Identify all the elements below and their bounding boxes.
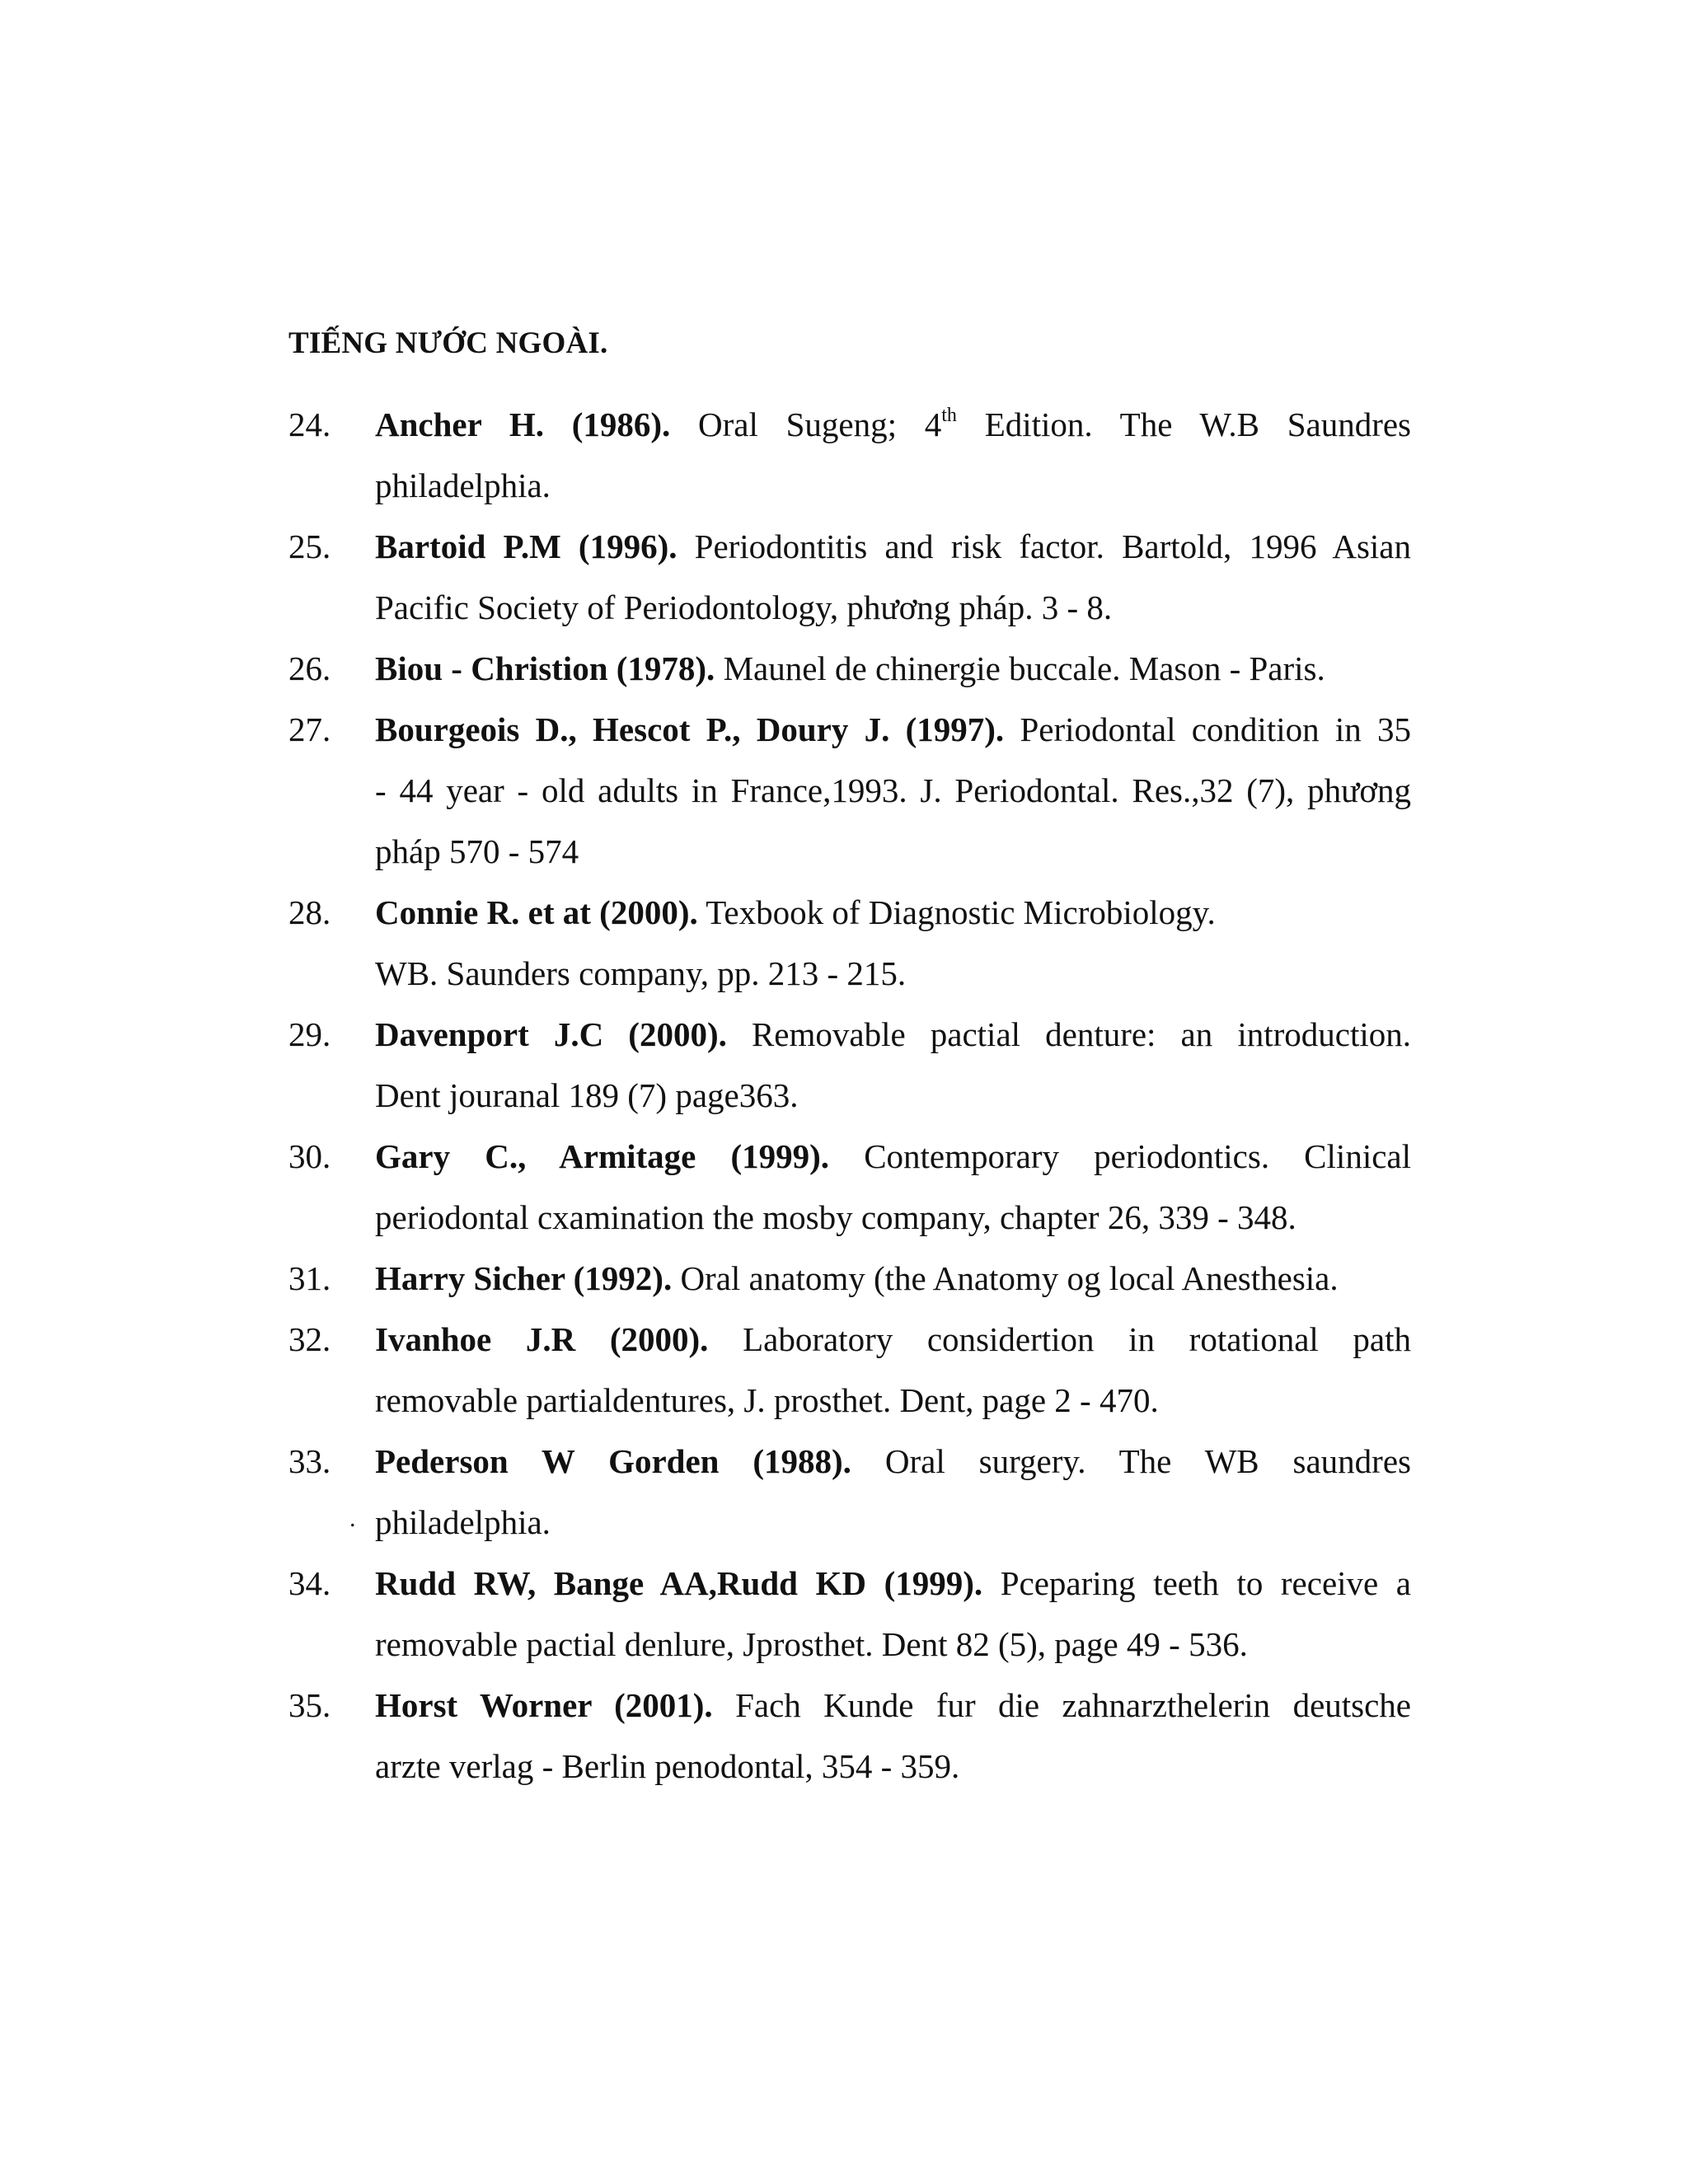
- reference-text: Edition. The W.B Saundres: [984, 405, 1411, 443]
- reference-list: [288, 394, 1411, 1797]
- reference-item-34: [288, 1553, 1411, 1675]
- reference-text: Maunel de chinergie buccale. Mason - Paris.: [723, 649, 1325, 687]
- reference-number: 24.: [288, 405, 331, 443]
- reference-authors: Bourgeois D., Hescot P., Doury J. (1997).: [375, 710, 1005, 748]
- reference-text: Pacific Society of Periodontology, phương pháp. 3 - 8.: [375, 588, 1113, 626]
- reference-authors: Biou - Christion (1978).: [375, 649, 715, 687]
- reference-text: Pceparing teeth to receive a: [1000, 1564, 1412, 1602]
- reference-item-27: [288, 699, 1411, 882]
- reference-text: Oral surgery. The WB saundres: [884, 1442, 1411, 1480]
- reference-authors: Harry Sicher (1992).: [375, 1259, 673, 1297]
- reference-number: 26.: [288, 649, 331, 687]
- reference-text: periodontal cxamination the mosby company, chapter 26, 339 - 348.: [375, 1198, 1296, 1236]
- reference-text: WB. Saunders company, pp. 213 - 215.: [375, 954, 907, 992]
- reference-item-26: [288, 638, 1411, 699]
- reference-authors: Pederson W Gorden (1988).: [375, 1442, 851, 1480]
- reference-text: Texbook of Diagnostic Microbiology.: [706, 893, 1216, 931]
- reference-text: Oral Sugeng; 4: [698, 405, 942, 443]
- reference-item-30: [288, 1126, 1411, 1248]
- reference-text: Laboratory considertion in rotational path: [743, 1320, 1411, 1358]
- reference-number: 32.: [288, 1320, 331, 1358]
- reference-text: arzte verlag - Berlin penodontal, 354 - 359.: [375, 1747, 960, 1785]
- reference-authors: Ivanhoe J.R (2000).: [375, 1320, 709, 1358]
- reference-item-25: [288, 516, 1411, 638]
- reference-item-33: [288, 1431, 1411, 1553]
- reference-item-28: [288, 882, 1411, 1004]
- reference-number: 35.: [288, 1686, 331, 1724]
- reference-text: Fach Kunde fur die zahnarzthelerin deutsche: [735, 1686, 1412, 1724]
- reference-authors: Horst Worner (2001).: [375, 1686, 713, 1724]
- section-heading: TIẾNG NƯỚC NGOÀI.: [288, 326, 608, 360]
- reference-text: - 44 year - old adults in France,1993. J. Periodontal. Res.,32 (7), phương: [375, 771, 1411, 809]
- reference-text: Removable pactial denture: an introduction.: [751, 1015, 1411, 1053]
- reference-text: pháp 570 - 574: [375, 832, 579, 870]
- reference-text: removable pactial denlure, Jprosthet. Dent 82 (5), page 49 - 536.: [375, 1625, 1248, 1663]
- reference-number: 28.: [288, 893, 331, 931]
- reference-item-29: [288, 1004, 1411, 1126]
- reference-item-32: [288, 1309, 1411, 1431]
- reference-text: Oral anatomy (the Anatomy og local Anesthesia.: [680, 1259, 1339, 1297]
- reference-text: Periodontal condition in 35: [1020, 710, 1412, 748]
- reference-authors: Gary C., Armitage (1999).: [375, 1137, 830, 1175]
- stray-mark: .: [349, 1505, 356, 1532]
- reference-item-31: [288, 1248, 1411, 1309]
- reference-authors: Bartoid P.M (1996).: [375, 527, 678, 565]
- reference-item-24: [288, 394, 1411, 516]
- reference-text: removable partialdentures, J. prosthet. Dent, page 2 - 470.: [375, 1381, 1159, 1419]
- reference-number: 25.: [288, 527, 331, 565]
- reference-authors: Davenport J.C (2000).: [375, 1015, 727, 1053]
- reference-authors: Connie R. et at (2000).: [375, 893, 698, 931]
- superscript: th: [941, 405, 957, 426]
- reference-text: Periodontitis and risk factor. Bartold, 1996 Asian: [694, 527, 1412, 565]
- reference-number: 33.: [288, 1442, 331, 1480]
- reference-text: Dent jouranal 189 (7) page363.: [375, 1076, 799, 1114]
- reference-number: 29.: [288, 1015, 331, 1053]
- reference-text: philadelphia.: [375, 1503, 551, 1541]
- reference-item-35: [288, 1675, 1411, 1797]
- reference-number: 31.: [288, 1259, 331, 1297]
- reference-number: 34.: [288, 1564, 331, 1602]
- reference-authors: Rudd RW, Bange AA,Rudd KD (1999).: [375, 1564, 983, 1602]
- reference-number: 30.: [288, 1137, 331, 1175]
- reference-number: 27.: [288, 710, 331, 748]
- reference-authors: Ancher H. (1986).: [375, 405, 671, 443]
- reference-text: Contemporary periodontics. Clinical: [864, 1137, 1411, 1175]
- reference-text: philadelphia.: [375, 466, 551, 504]
